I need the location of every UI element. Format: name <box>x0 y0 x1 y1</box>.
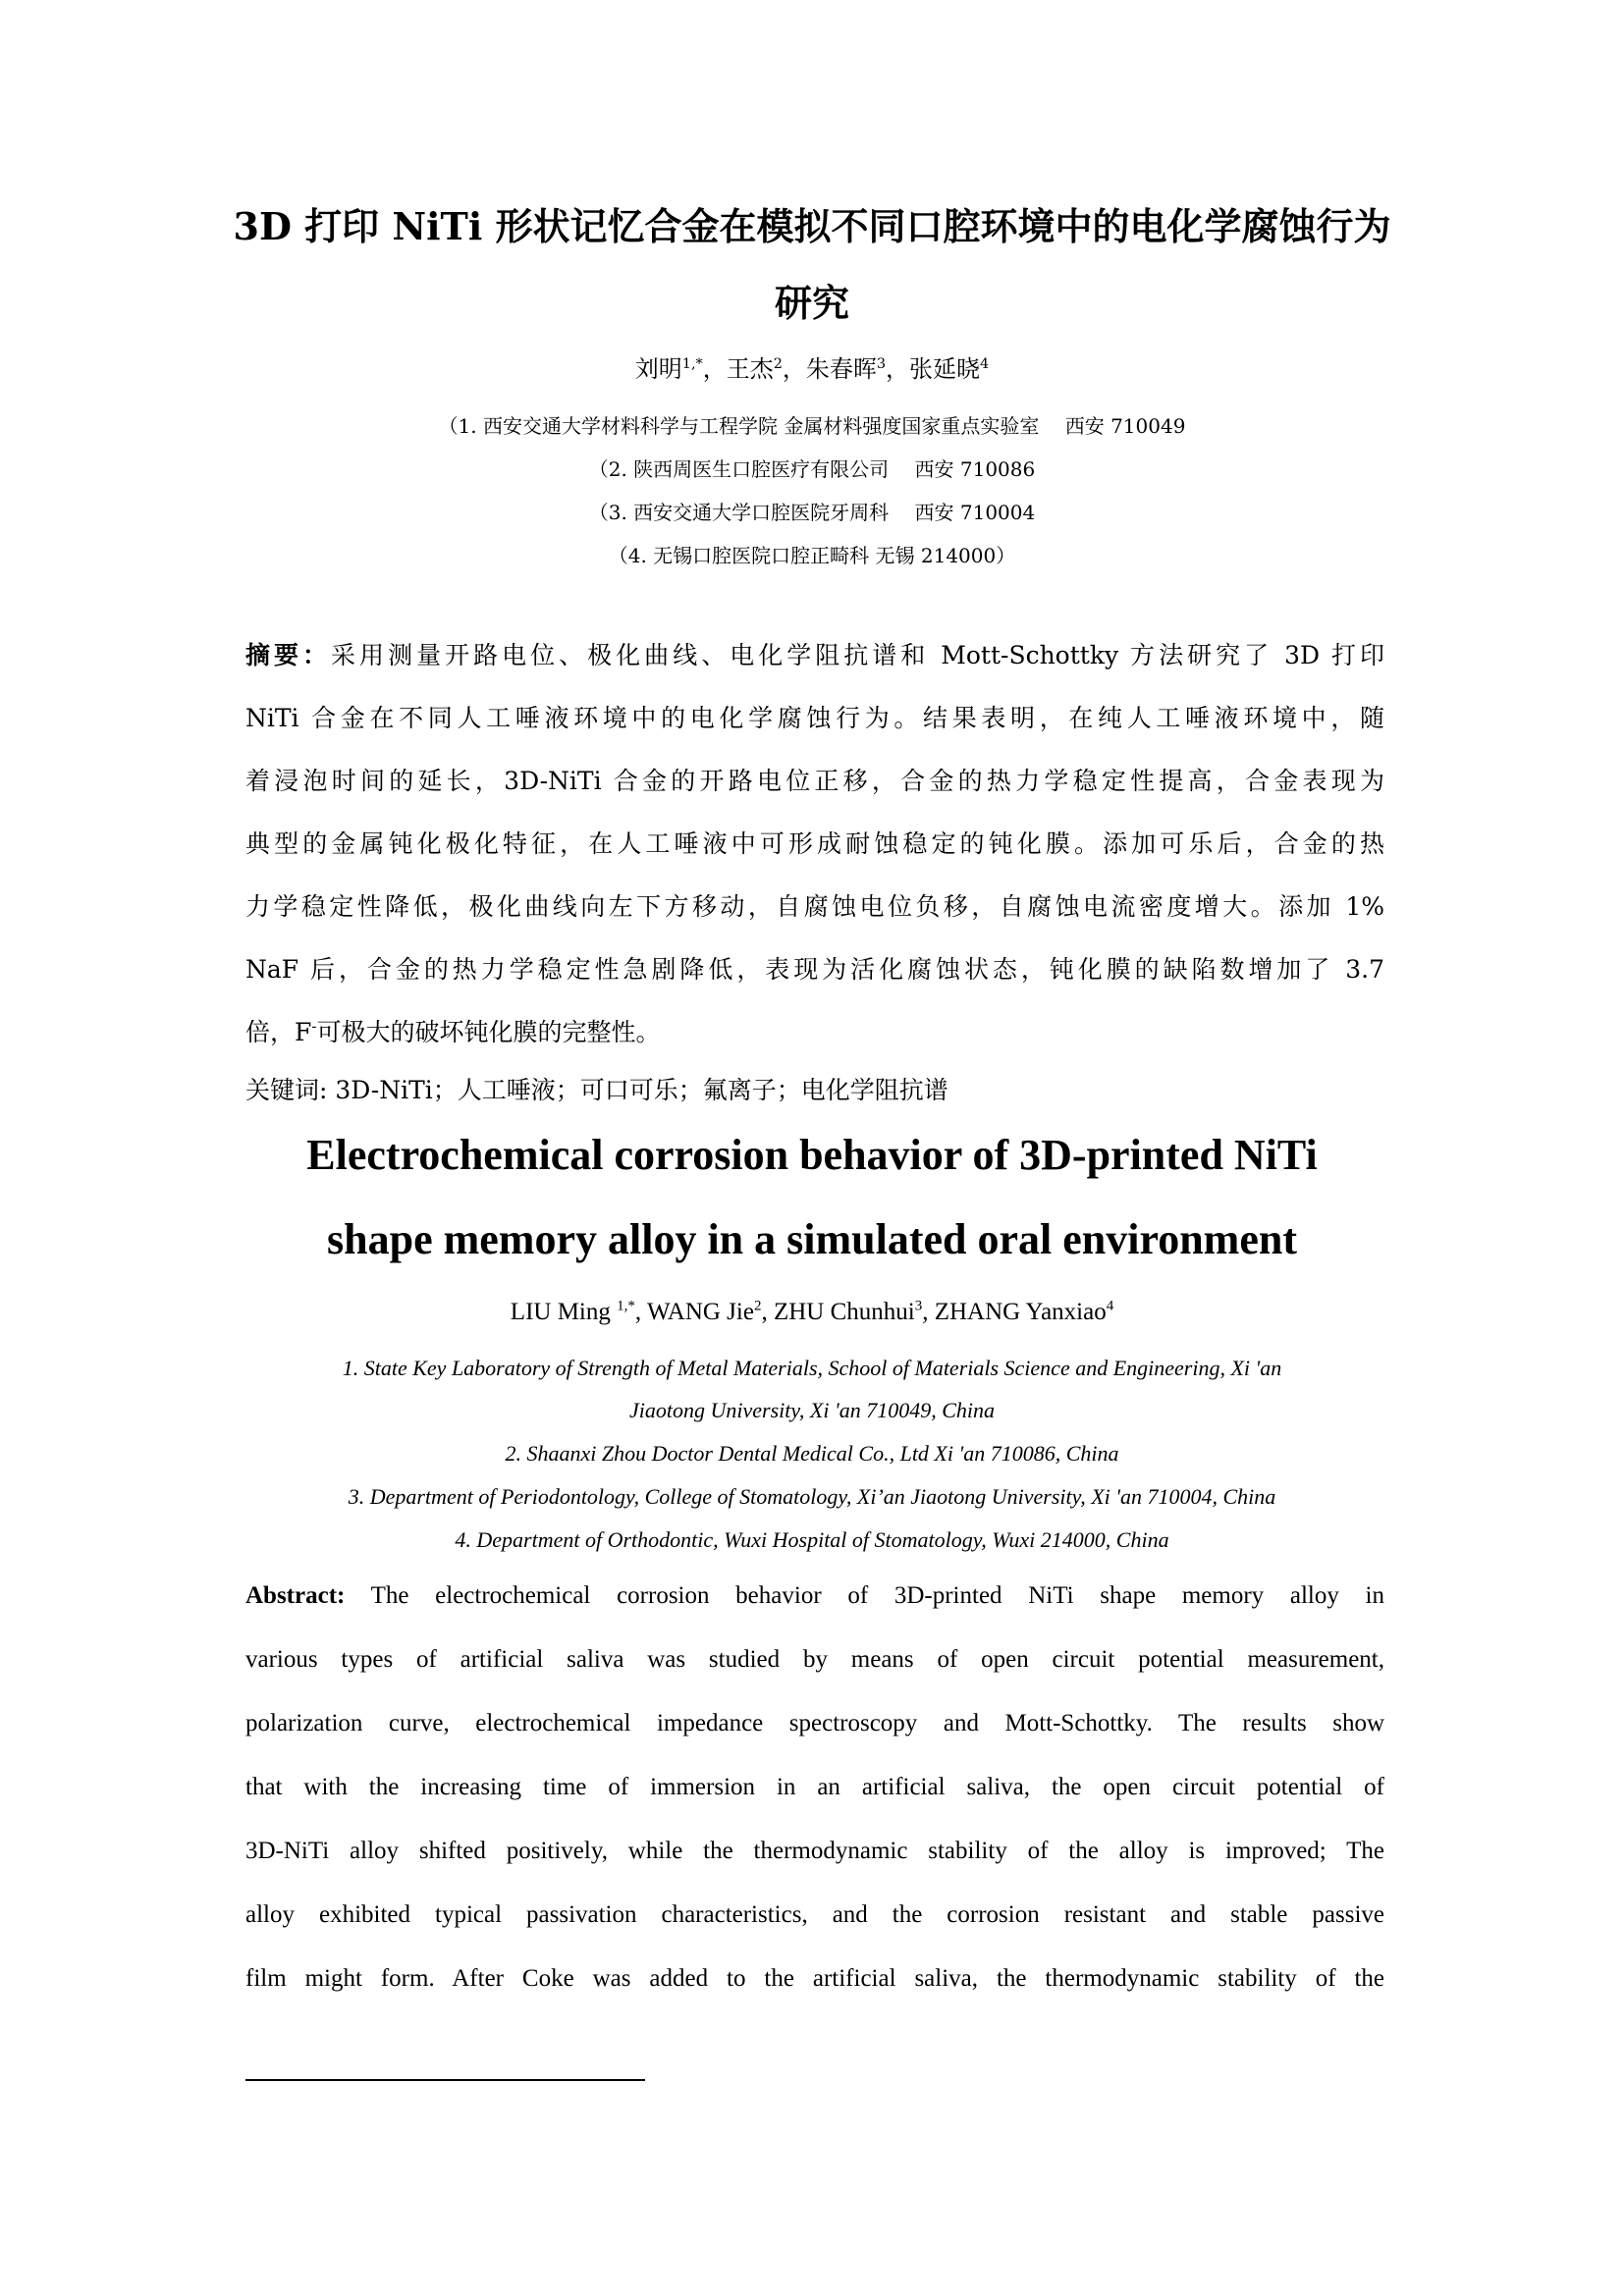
cn-authors <box>196 349 1428 384</box>
cn-author: 王杰 <box>726 355 774 383</box>
cn-author: 刘明 <box>634 355 682 383</box>
en-abstract-line: alloy exhibited typical passivation characteristics, and the corrosion resistant and stable passive <box>245 1901 1384 1928</box>
cn-author: 张延晓 <box>909 355 981 383</box>
en-affiliation: Jiaotong University, Xi 'an 710049, China <box>629 1398 995 1422</box>
cn-abstract-line: 力学稳定性降低，极化曲线向左下方移动，自腐蚀电位负移，自腐蚀电流密度增大。添加 1% <box>245 892 1384 921</box>
en-abstract-line: various types of artificial saliva was studied by means of open circuit potential measurement, <box>245 1646 1384 1673</box>
en-abstract-line: Abstract: The electrochemical corrosion behavior of 3D-printed NiTi shape memory alloy in <box>245 1582 1384 1609</box>
author-separator: , <box>922 1299 935 1325</box>
en-abstract-line: 3D-NiTi alloy shifted positively, while the thermodynamic stability of the alloy is improved; The <box>245 1838 1384 1864</box>
cn-abstract-line: NaF 后，合金的热力学稳定性急剧降低，表现为活化腐蚀状态，钝化膜的缺陷数增加了 3.7 <box>245 955 1384 984</box>
cn-author-affil-mark: 1,* <box>681 356 703 372</box>
en-author: LIU Ming <box>510 1299 618 1325</box>
en-author: WANG Jie <box>646 1299 754 1325</box>
en-title-line2: shape memory alloy in a simulated oral environment <box>327 1215 1297 1263</box>
cn-affiliation: （4. 无锡口腔医院口腔正畸科 无锡 214000） <box>608 544 1016 567</box>
cn-affiliation: （1. 西安交通大学材料科学与工程学院 金属材料强度国家重点实验室 西安 710049 <box>438 414 1186 438</box>
en-author: ZHU Chunhui <box>773 1299 915 1325</box>
cn-title-line1: 3D 打印 NiTi 形状记忆合金在模拟不同口腔环境中的电化学腐蚀行为 <box>233 204 1391 248</box>
cn-abstract-line: NiTi 合金在不同人工唾液环境中的电化学腐蚀行为。结果表明，在纯人工唾液环境中，随 <box>245 704 1384 732</box>
cn-affiliation: （3. 西安交通大学口腔医院牙周科 西安 710004 <box>588 501 1036 524</box>
en-affiliation: 4. Department of Orthodontic, Wuxi Hospital of Stomatology, Wuxi 214000, China <box>455 1527 1169 1552</box>
author-separator: ， <box>782 355 806 383</box>
en-abstract-line: that with the increasing time of immersion in an artificial saliva, the open circuit potential of <box>245 1774 1384 1800</box>
en-author-affil-mark: 1,* <box>617 1298 635 1314</box>
en-affiliation: 1. State Key Laboratory of Strength of Metal Materials, School of Materials Science and Engineering, Xi 'an <box>342 1356 1282 1380</box>
author-separator: ， <box>886 355 910 383</box>
cn-author-affil-mark: 4 <box>980 356 990 372</box>
cn-author-affil-mark: 2 <box>773 356 783 372</box>
en-author-affil-mark: 3 <box>914 1298 923 1314</box>
cn-abstract-line: 着浸泡时间的延长，3D-NiTi 合金的开路电位正移，合金的热力学稳定性提高，合金表现为 <box>245 767 1384 795</box>
en-title-line1: Electrochemical corrosion behavior of 3D-printed NiTi <box>306 1131 1318 1179</box>
cn-author-affil-mark: 3 <box>876 356 887 372</box>
cn-title-line2: 研究 <box>774 281 849 325</box>
en-abstract-label: Abstract: <box>245 1582 346 1609</box>
footnote-rule <box>245 2079 645 2081</box>
author-separator: ， <box>702 355 727 383</box>
author-separator: , <box>761 1299 774 1325</box>
en-author-affil-mark: 4 <box>1106 1298 1114 1314</box>
cn-keywords: 关键词: 3D-NiTi；人工唾液；可口可乐；氟离子；电化学阻抗谱 <box>245 1076 948 1104</box>
en-authors <box>147 1299 1477 1326</box>
en-affiliation: 3. Department of Periodontology, College of Stomatology, Xi’an Jiaotong University, Xi 'an 710004, China <box>348 1484 1276 1509</box>
cn-abstract-line: 摘要：采用测量开路电位、极化曲线、电化学阻抗谱和 Mott-Schottky 方法研究了 3D 打印 <box>245 641 1384 669</box>
en-abstract-line: film might form. After Coke was added to the artificial saliva, the thermodynamic stability of the <box>245 1965 1384 1992</box>
cn-abstract-label: 摘要： <box>245 641 332 669</box>
cn-author: 朱春晖 <box>805 355 877 383</box>
cn-affiliation: （2. 陕西周医生口腔医疗有限公司 西安 710086 <box>588 457 1036 481</box>
author-separator: , <box>634 1299 647 1325</box>
en-abstract-line: polarization curve, electrochemical impedance spectroscopy and Mott-Schottky. The results show <box>245 1710 1384 1736</box>
en-author: ZHANG Yanxiao <box>934 1299 1107 1325</box>
en-affiliation: 2. Shaanxi Zhou Doctor Dental Medical Co., Ltd Xi 'an 710086, China <box>505 1441 1119 1466</box>
en-author-affil-mark: 2 <box>753 1298 762 1314</box>
cn-abstract-line: 倍，F-可极大的破坏钝化膜的完整性。 <box>245 1017 661 1046</box>
cn-abstract-line: 典型的金属钝化极化特征，在人工唾液中可形成耐蚀稳定的钝化膜。添加可乐后，合金的热 <box>245 829 1384 858</box>
